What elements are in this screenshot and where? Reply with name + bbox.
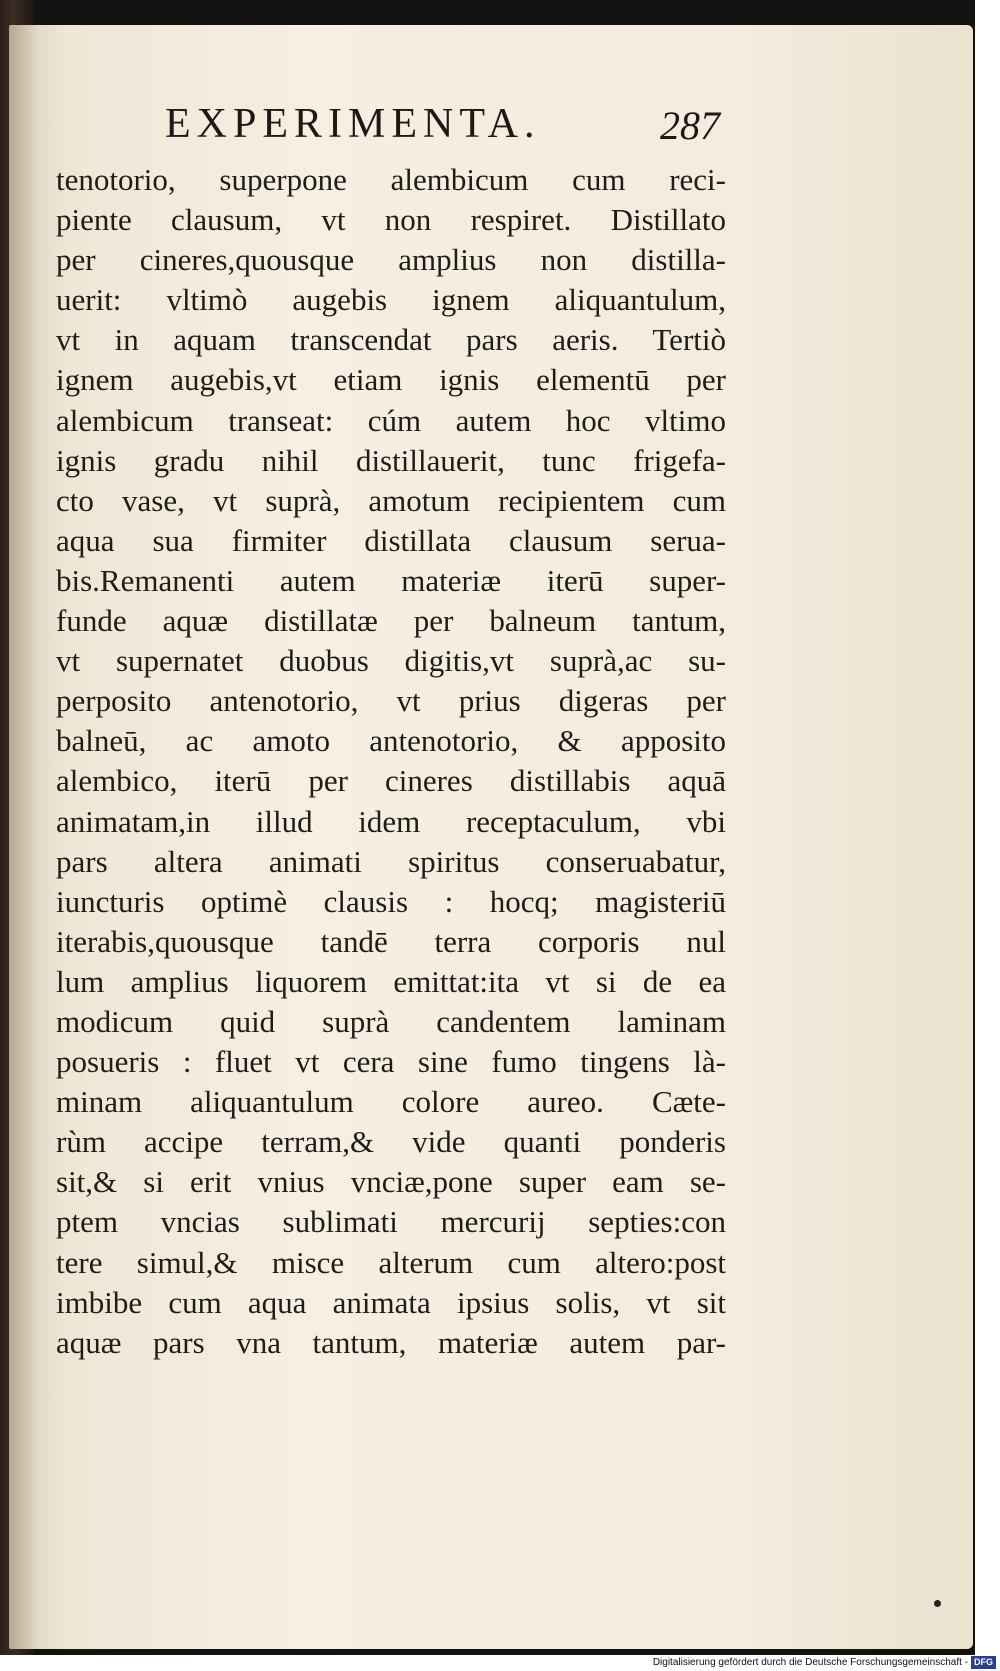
text-line: funde aquæ distillatæ per balneum tantum, — [56, 603, 726, 639]
text-line: alembico, iterū per cineres distillabis aquā — [56, 763, 726, 799]
running-head — [60, 100, 740, 160]
text-line: piente clausum, vt non respiret. Distillato — [56, 202, 726, 238]
ink-dot — [934, 1600, 941, 1607]
text-line: per cineres,quousque amplius non distilla- — [56, 242, 726, 278]
text-line: cto vase, vt suprà, amotum recipientem cum — [56, 482, 726, 518]
text-line: posueris : fluet vt cera sine fumo tingens là- — [56, 1044, 726, 1080]
text-line: sit,& si erit vnius vnciæ,pone super eam se- — [56, 1164, 726, 1200]
text-line: iterabis,quousque tandē terra corporis nul — [56, 923, 726, 959]
page-number: 287 — [660, 103, 720, 148]
text-line: uerit: vltimò augebis ignem aliquantulum, — [56, 282, 726, 318]
text-line: vt in aquam transcendat pars aeris. Tertiò — [56, 322, 726, 358]
text-line: vt supernatet duobus digitis,vt suprà,ac su- — [56, 643, 726, 679]
text-line: rùm accipe terram,& vide quanti ponderis — [56, 1124, 726, 1160]
body-text — [56, 160, 726, 1363]
text-line: pars altera animati spiritus conseruabatur, — [56, 843, 726, 879]
text-line: minam aliquantulum colore aureo. Cæte- — [56, 1084, 726, 1120]
text-line: iuncturis optimè clausis : hocq; magisteriū — [56, 883, 726, 919]
text-line: lum amplius liquorem emittat:ita vt si de ea — [56, 963, 726, 999]
text-line: alembicum transeat: cúm autem hoc vltimo — [56, 402, 726, 438]
text-line: tenotorio, superpone alembicum cum reci- — [56, 162, 726, 197]
gutter-shadow — [9, 25, 39, 1649]
dfg-logo: DFG — [971, 1656, 996, 1669]
text-line: imbibe cum aqua animata ipsius solis, vt sit — [56, 1284, 726, 1320]
running-head-title: EXPERIMENTA. — [165, 101, 541, 147]
text-line: ignis gradu nihil distillauerit, tunc frigefa- — [56, 442, 726, 478]
text-line: ignem augebis,vt etiam ignis elementū per — [56, 362, 726, 398]
text-line: tere simul,& misce alterum cum altero:post — [56, 1244, 726, 1280]
text-line: aquæ pars vna tantum, materiæ autem par- — [56, 1324, 726, 1360]
text-line: ptem vncias sublimati mercurij septies:con — [56, 1204, 726, 1240]
text-line: modicum quid suprà candentem laminam — [56, 1003, 726, 1039]
text-line: aqua sua firmiter distillata clausum serua- — [56, 522, 726, 558]
text-line: bis.Remanenti autem materiæ iterū super- — [56, 562, 726, 598]
credit-text: Digitalisierung gefördert durch die Deutsche Forschungsgemeinschaft - — [652, 1657, 968, 1668]
text-line: perposito antenotorio, vt prius digeras per — [56, 683, 726, 719]
text-line: balneū, ac amoto antenotorio, & apposito — [56, 723, 726, 759]
text-line: animatam,in illud idem receptaculum, vbi — [56, 803, 726, 839]
digitization-credit — [653, 1656, 996, 1670]
